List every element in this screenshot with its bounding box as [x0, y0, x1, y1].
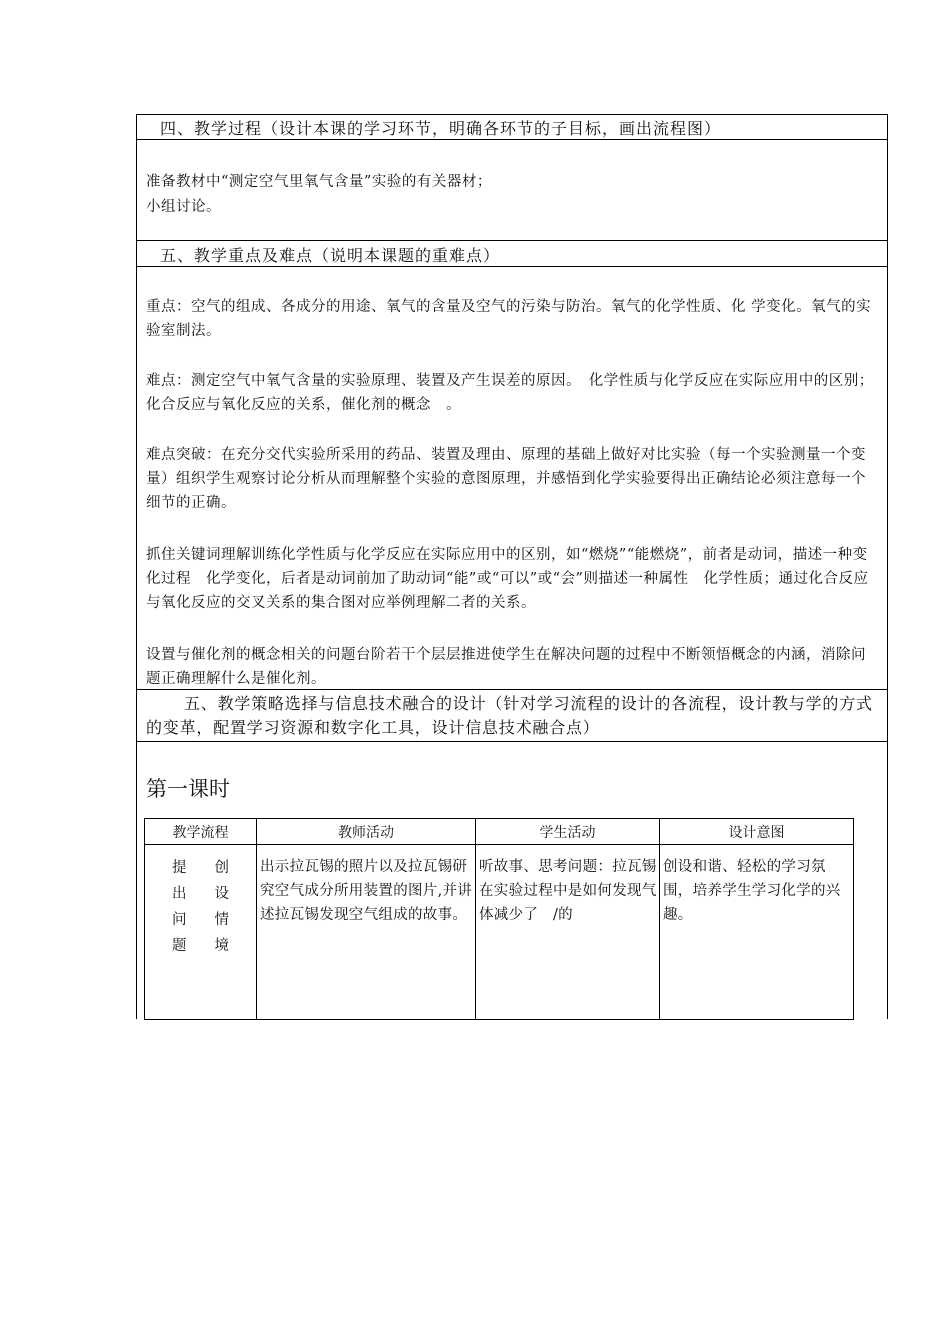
breakthrough-paragraph: 难点突破：在充分交代实验所采用的药品、装置及理由、原理的基础上做好对比实验（每一个实验测量一个变量）组织学生观察讨论分析从而理解整个实验的意图原理，并感悟到化学实验要得出正确结论必须注意每一个细节的正确。: [146, 447, 866, 511]
difficulties-paragraph: 难点：测定空气中氧气含量的实验原理、装置及产生误差的原因。 化学性质与化学反应在实际应用中的区别；化合反应与氧化反应的关系，催化剂的概念 。: [146, 373, 874, 413]
table-header-row: [145, 819, 854, 845]
section4-heading: 四、教学过程（设计本课的学习环节，明确各环节的子目标，画出流程图）: [160, 119, 722, 138]
stage-column-1: [172, 855, 187, 959]
design-intent-cell: [660, 845, 854, 1020]
divider: [136, 266, 888, 267]
divider: [136, 139, 888, 140]
divider: [136, 240, 888, 241]
table-row: [145, 845, 854, 1020]
stage-char: 提: [172, 860, 187, 876]
section4-line: 小组讨论。: [146, 199, 221, 215]
section5-heading: 五、教学重点及难点（说明本课题的重难点）: [160, 246, 501, 265]
stage-char: 境: [214, 938, 229, 954]
column-header: 设计意图: [660, 819, 854, 845]
divider: [136, 689, 888, 690]
stage-char: 设: [214, 886, 229, 902]
student-activity-cell: [476, 845, 660, 1020]
section4-line: 准备教材中“测定空气里氧气含量”实验的有关器材；: [146, 174, 492, 190]
column-header: 教学流程: [145, 819, 257, 845]
lesson-flow-table: [144, 818, 854, 1020]
stage-char: 题: [172, 938, 187, 954]
lesson-title: 第一课时: [146, 777, 230, 801]
teacher-activity-cell: [257, 845, 476, 1020]
stage-cell: [145, 845, 257, 1020]
catalyst-paragraph: 设置与催化剂的概念相关的问题台阶若干个层层推进使学生在解决问题的过程中不断领悟概念的内涵，消除问题正确理解什么是催化剂。: [146, 647, 866, 687]
key-points-paragraph: 重点：空气的组成、各成分的用途、氧气的含量及空气的污染与防治。氧气的化学性质、化 学变化。氧气的实验室制法。: [146, 299, 872, 339]
stage-char: 情: [214, 912, 229, 928]
stage-char: 问: [172, 912, 187, 928]
stage-column-2: [215, 855, 230, 959]
column-header: 学生活动: [476, 819, 660, 845]
stage-char: 出: [172, 886, 187, 902]
design-intent-text: 创设和谐、轻松的学习氛围，培养学生学习化学的兴趣。: [663, 859, 841, 923]
stage-char: 创: [214, 860, 229, 876]
column-header: 教师活动: [257, 819, 476, 845]
divider: [136, 741, 888, 742]
strategy-heading: 五、教学策略选择与信息技术融合的设计（针对学习流程的设计的各流程，设计教与学的方式的变革，配置学习资源和数字化工具，设计信息技术融合点）: [146, 694, 873, 737]
student-activity-text: 听故事、思考问题：拉瓦锡在实验过程中是如何发现气体减少了 /的: [479, 859, 657, 923]
keyword-paragraph: 抓住关键词理解训练化学性质与化学反应在实际应用中的区别，如“燃烧”“能燃烧”，前者是动词，描述一种变化过程 化学变化，后者是动词前加了助动词“能”或“可以”或“会”则描述一种属性 化学性质；通过化合反应与氧化反应的交叉关系的集合图对应举例理解二者的关系。: [146, 547, 869, 611]
teacher-activity-text: 出示拉瓦锡的照片以及拉瓦锡研究空气成分所用装置的图片,并讲述拉瓦锡发现空气组成的故事。: [260, 859, 473, 923]
